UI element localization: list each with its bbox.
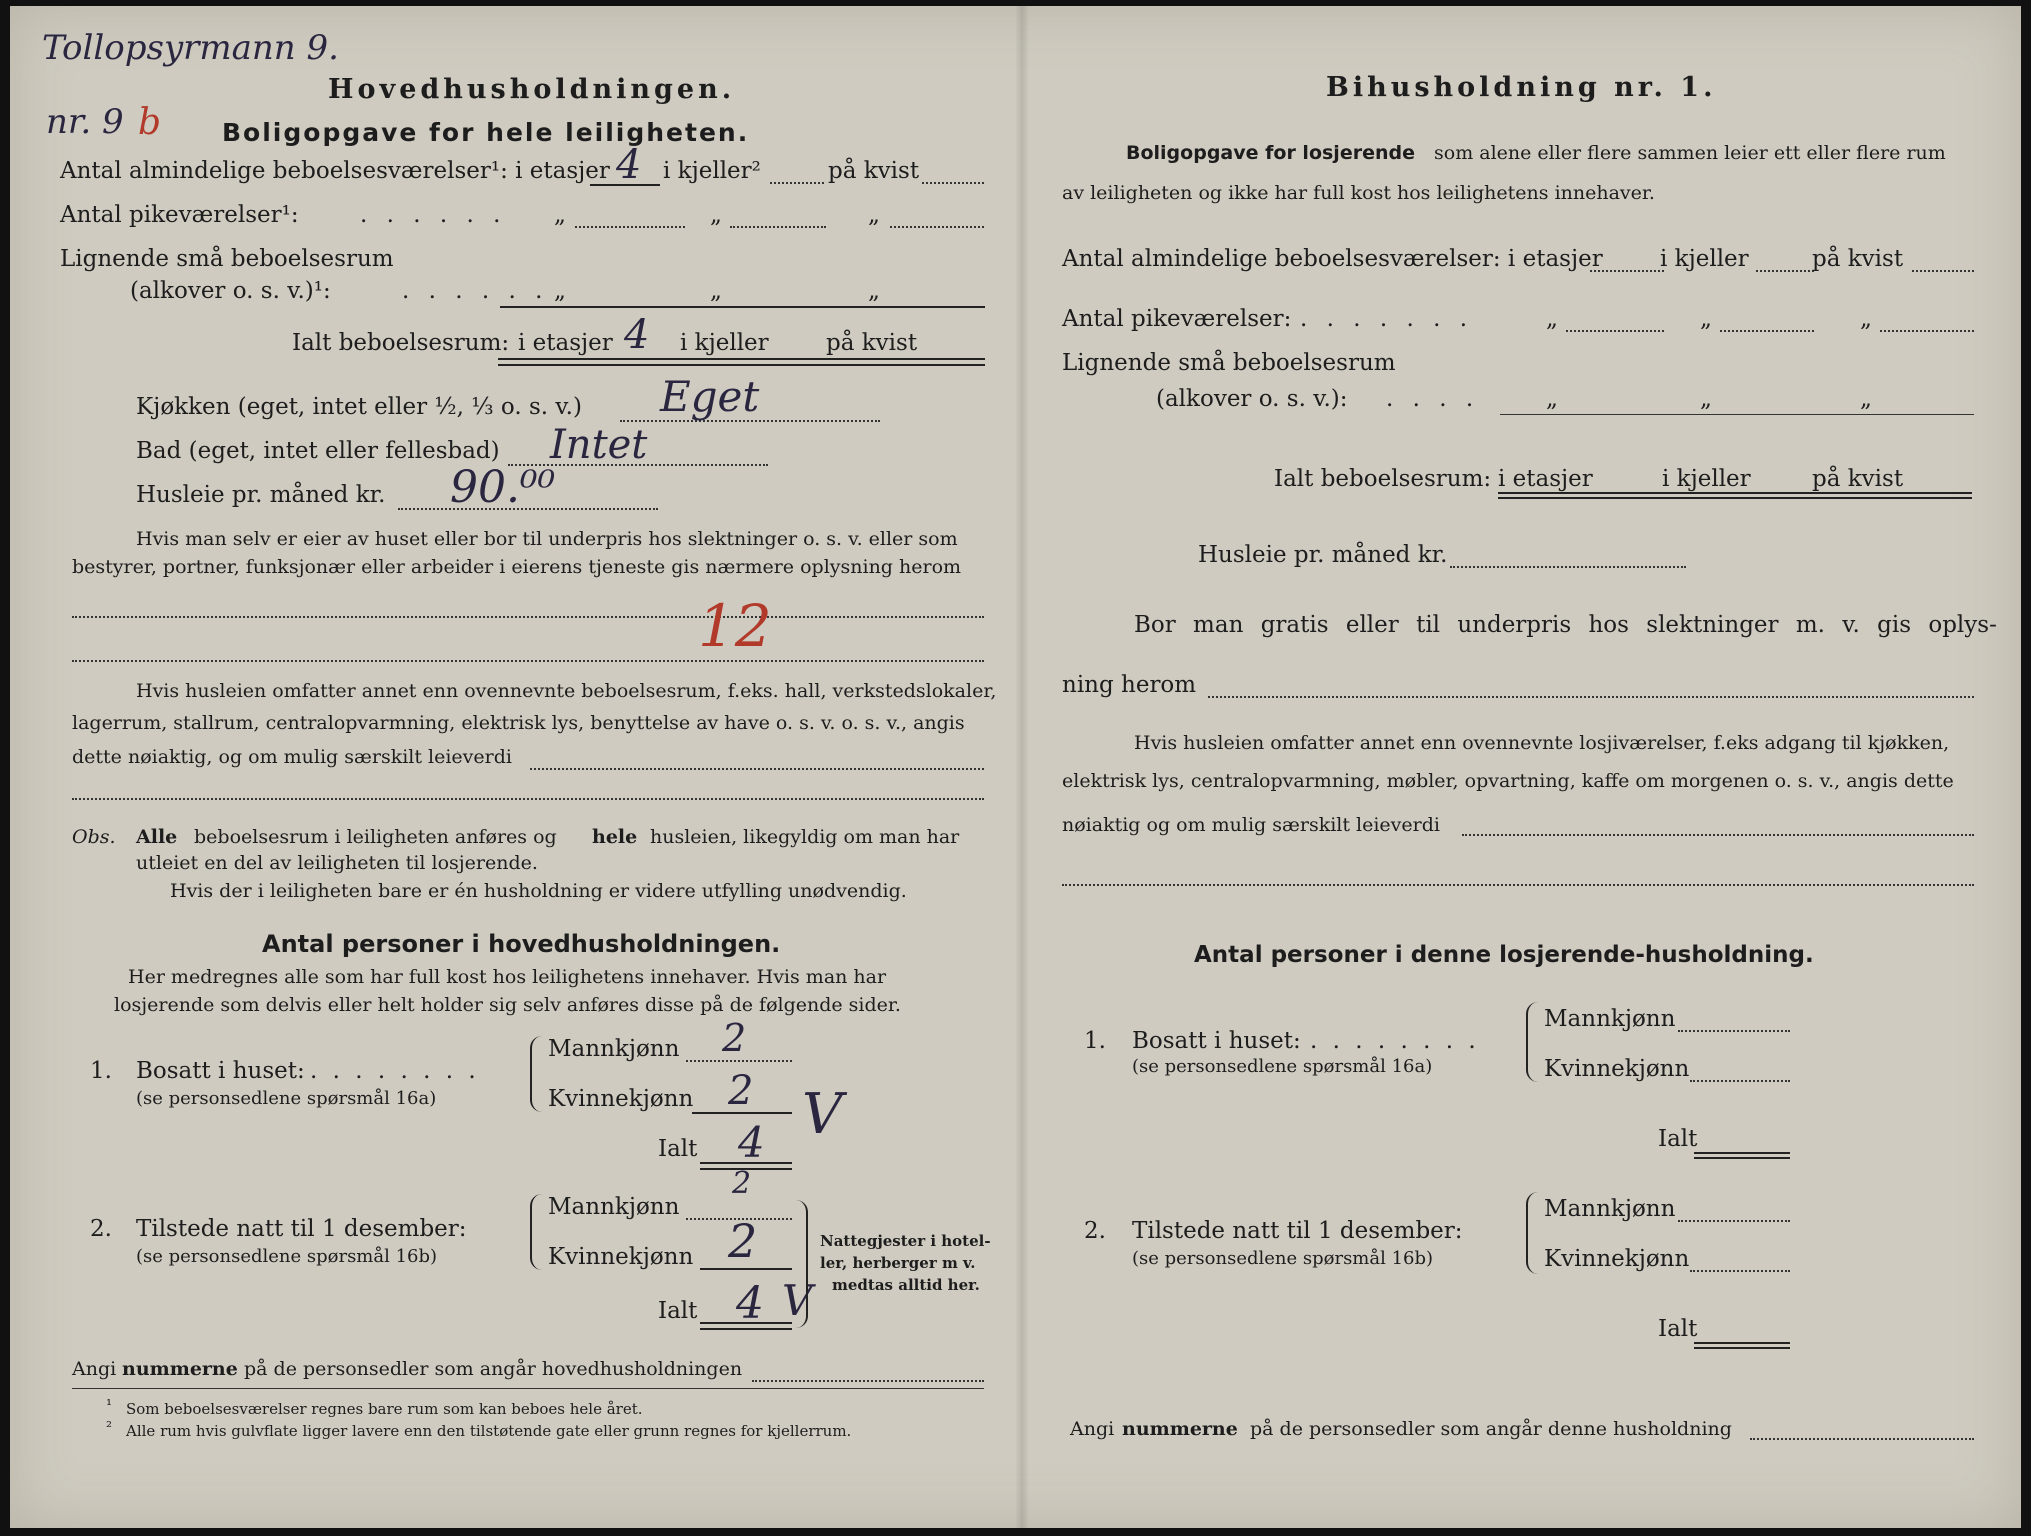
intro-text: som alene eller flere sammen leier ett eller flere rum bbox=[1434, 142, 1946, 164]
persons-note: Her medregnes alle som har full kost hos leilighetens innehaver. Hvis man har bbox=[128, 966, 887, 988]
question-number: 2. bbox=[1084, 1218, 1106, 1244]
female-label: Kvinnekjønn bbox=[1544, 1056, 1690, 1082]
rooms-kvist-label: på kvist bbox=[1812, 246, 1904, 272]
obs-text: utleiet en del av leiligheten til losjerende. bbox=[136, 852, 538, 874]
ditto-mark: „ bbox=[1860, 386, 1872, 412]
footer-text: nummerne bbox=[122, 1358, 238, 1380]
total-etasjer-value: 4 bbox=[624, 312, 650, 358]
brace bbox=[530, 1036, 542, 1112]
kitchen-label: Kjøkken (eget, intet eller ½, ⅓ o. s. v.) bbox=[136, 394, 582, 420]
right-title: Bihusholdning nr. 1. bbox=[1326, 72, 1717, 103]
free-note: ning herom bbox=[1062, 672, 1197, 698]
ditto-mark: „ bbox=[1700, 386, 1712, 412]
free-note: Bor man gratis eller til underpris hos slektninger m. v. gis oplys- bbox=[1134, 612, 1997, 638]
ditto-mark: „ bbox=[1700, 306, 1712, 332]
kitchen-value: Eget bbox=[660, 372, 760, 421]
total-etasjer-label: i etasjer bbox=[1498, 466, 1593, 492]
ditto-mark: „ bbox=[1546, 306, 1558, 332]
total-rooms-label: Ialt beboelsesrum: bbox=[292, 330, 510, 356]
guests-note: Nattegjester i hotel- bbox=[820, 1232, 991, 1250]
persons-heading: Antal personer i hovedhusholdningen. bbox=[262, 930, 781, 958]
ditto-mark: „ bbox=[1546, 386, 1558, 412]
footer-text: Angi bbox=[1070, 1418, 1115, 1440]
leader-dots: . . . . . . . bbox=[1300, 306, 1474, 332]
total-label: Ialt bbox=[658, 1136, 698, 1162]
footer-text: på de personsedler som angår denne husholdning bbox=[1250, 1418, 1732, 1440]
guests-note: ler, herberger m v. bbox=[820, 1254, 976, 1272]
rooms-kvist-label: på kvist bbox=[828, 158, 920, 184]
question-number: 2. bbox=[90, 1216, 112, 1242]
brace bbox=[1526, 1192, 1538, 1274]
rooms-label: Antal almindelige beboelsesværelser¹: i etasjer bbox=[60, 158, 610, 184]
intro-text: av leiligheten og ikke har full kost hos leilighetens innehaver. bbox=[1062, 182, 1655, 204]
bath-value: Intet bbox=[550, 422, 648, 468]
guests-note: medtas alltid her. bbox=[832, 1276, 980, 1294]
handwritten-number: nr. 9 bbox=[46, 102, 124, 142]
footnote: Som beboelsesværelser regnes bare rum som kan beboes hele året. bbox=[126, 1400, 643, 1418]
ditto-mark: „ bbox=[710, 278, 722, 304]
census-form-sheet bbox=[10, 6, 2021, 1528]
question-sub: (se personsedlene spørsmål 16b) bbox=[1132, 1248, 1434, 1269]
total-kvist-label: på kvist bbox=[1812, 466, 1904, 492]
q2-check-mark: V bbox=[782, 1276, 813, 1325]
rent-value: 90.⁰⁰ bbox=[450, 462, 556, 513]
ditto-mark: „ bbox=[1860, 306, 1872, 332]
leader-dots: . . . . . . bbox=[360, 202, 507, 228]
maid-rooms-label: Antal pikeværelser: bbox=[1062, 306, 1292, 332]
red-number: 12 bbox=[698, 592, 772, 660]
female-label: Kvinnekjønn bbox=[1544, 1246, 1690, 1272]
brace bbox=[1526, 1002, 1538, 1082]
extra-note-line: nøiaktig og om mulig særskilt leieverdi bbox=[1062, 814, 1440, 836]
small-rooms-sublabel: (alkover o. s. v.)¹: bbox=[130, 278, 331, 304]
q1-male-value: 2 bbox=[722, 1016, 747, 1060]
ditto-mark: „ bbox=[554, 202, 566, 228]
q2-total-value: 4 bbox=[736, 1278, 764, 1329]
left-title: Hovedhusholdningen. bbox=[328, 74, 736, 105]
rent-label: Husleie pr. måned kr. bbox=[136, 482, 386, 508]
q2-male-value: 2 bbox=[732, 1166, 752, 1201]
rooms-kjeller-label: i kjeller² bbox=[663, 158, 761, 184]
footnote-number: ¹ bbox=[106, 1396, 113, 1414]
page-fold bbox=[1016, 6, 1028, 1528]
male-label: Mannkjønn bbox=[1544, 1196, 1676, 1222]
total-label: Ialt bbox=[1658, 1126, 1698, 1152]
question-label: Tilstede natt til 1 desember: bbox=[136, 1216, 467, 1242]
leader-dots: . . . . . . . . bbox=[310, 1058, 480, 1084]
handwritten-address: Tollopsyrmann 9. bbox=[42, 28, 339, 68]
q1-check-mark: V bbox=[802, 1082, 843, 1147]
question-label: Bosatt i huset: bbox=[136, 1058, 305, 1084]
female-label: Kvinnekjønn bbox=[548, 1086, 694, 1112]
rooms-etasjer-value: 4 bbox=[616, 142, 642, 188]
q2-female-value: 2 bbox=[728, 1214, 758, 1268]
small-rooms-sublabel: (alkover o. s. v.): bbox=[1156, 386, 1348, 412]
question-label: Bosatt i huset: bbox=[1132, 1028, 1301, 1054]
brace bbox=[530, 1194, 542, 1270]
q1-total-value: 4 bbox=[738, 1118, 765, 1167]
extra-note-line: elektrisk lys, centralopvarmning, møbler, opvartning, kaffe om morgenen o. s. v., angis dette bbox=[1062, 770, 1954, 792]
obs-text: beboelsesrum i leiligheten anføres og bbox=[194, 826, 557, 848]
male-label: Mannkjønn bbox=[548, 1194, 680, 1220]
leader-dots: . . . . bbox=[1386, 386, 1480, 412]
total-rooms-label: Ialt beboelsesrum: bbox=[1274, 466, 1492, 492]
footer-text: Angi bbox=[72, 1358, 117, 1380]
ditto-mark: „ bbox=[868, 202, 880, 228]
question-sub: (se personsedlene spørsmål 16a) bbox=[136, 1088, 437, 1109]
total-kvist-label: på kvist bbox=[826, 330, 918, 356]
persons-heading: Antal personer i denne losjerende-husholdning. bbox=[1194, 942, 1814, 968]
obs-text: hele bbox=[592, 826, 638, 848]
female-label: Kvinnekjønn bbox=[548, 1244, 694, 1270]
intro-text: Boligopgave for losjerende bbox=[1126, 142, 1415, 164]
brace bbox=[796, 1200, 808, 1328]
small-rooms-label: Lignende små beboelsesrum bbox=[1062, 350, 1396, 376]
left-subtitle: Boligopgave for hele leiligheten. bbox=[222, 118, 750, 147]
bath-label: Bad (eget, intet eller fellesbad) bbox=[136, 438, 500, 464]
owner-note-line: Hvis man selv er eier av huset eller bor til underpris hos slektninger o. s. v. eller som bbox=[136, 528, 958, 550]
total-etasjer-label: i etasjer bbox=[518, 330, 613, 356]
footer-text: nummerne bbox=[1122, 1418, 1238, 1440]
ditto-mark: „ bbox=[868, 278, 880, 304]
persons-note: losjerende som delvis eller helt holder sig selv anføres disse på de følgende sider. bbox=[114, 994, 901, 1016]
question-number: 1. bbox=[1084, 1028, 1106, 1054]
question-number: 1. bbox=[90, 1058, 112, 1084]
footer-text: på de personsedler som angår hovedhusholdningen bbox=[244, 1358, 743, 1380]
ditto-mark: „ bbox=[710, 202, 722, 228]
obs-text: Hvis der i leiligheten bare er én husholdning er videre utfylling unødvendig. bbox=[170, 880, 907, 902]
ditto-mark: „ bbox=[554, 278, 566, 304]
owner-note-line: bestyrer, portner, funksjonær eller arbeider i eierens tjeneste gis nærmere oplysning herom bbox=[72, 556, 962, 578]
question-label: Tilstede natt til 1 desember: bbox=[1132, 1218, 1463, 1244]
obs-label: Obs. bbox=[72, 826, 116, 848]
extra-note-line: Hvis husleien omfatter annet enn ovennevnte losjiværelser, f.eks adgang til kjøkken, bbox=[1134, 732, 1950, 754]
rooms-label: Antal almindelige beboelsesværelser: i etasjer bbox=[1062, 246, 1603, 272]
leader-dots: . . . . . . . . bbox=[1310, 1028, 1480, 1054]
obs-text: Alle bbox=[136, 826, 178, 848]
rent-label: Husleie pr. måned kr. bbox=[1198, 542, 1448, 568]
maid-rooms-label: Antal pikeværelser¹: bbox=[60, 202, 299, 228]
small-rooms-label: Lignende små beboelsesrum bbox=[60, 246, 394, 272]
q1-female-value: 2 bbox=[728, 1068, 754, 1114]
total-label: Ialt bbox=[1658, 1316, 1698, 1342]
total-label: Ialt bbox=[658, 1298, 698, 1324]
leader-dots: . . . . . . bbox=[402, 278, 549, 304]
question-sub: (se personsedlene spørsmål 16b) bbox=[136, 1246, 438, 1267]
extra-note-line: Hvis husleien omfatter annet enn ovennevnte beboelsesrum, f.eks. hall, verkstedslokaler, bbox=[136, 680, 997, 702]
obs-text: husleien, likegyldig om man har bbox=[650, 826, 960, 848]
handwritten-red-mark: b bbox=[138, 102, 162, 143]
footnote: Alle rum hvis gulvflate ligger lavere enn den tilstøtende gate eller grunn regnes for kjellerrum. bbox=[126, 1422, 852, 1440]
question-sub: (se personsedlene spørsmål 16a) bbox=[1132, 1056, 1433, 1077]
footnote-number: ² bbox=[106, 1418, 113, 1436]
rooms-kjeller-label: i kjeller bbox=[1660, 246, 1749, 272]
male-label: Mannkjønn bbox=[1544, 1006, 1676, 1032]
male-label: Mannkjønn bbox=[548, 1036, 680, 1062]
total-kjeller-label: i kjeller bbox=[680, 330, 769, 356]
extra-note-line: dette nøiaktig, og om mulig særskilt leieverdi bbox=[72, 746, 512, 768]
total-kjeller-label: i kjeller bbox=[1662, 466, 1751, 492]
extra-note-line: lagerrum, stallrum, centralopvarmning, elektrisk lys, benyttelse av have o. s. v. o. s. v., angis bbox=[72, 712, 965, 734]
